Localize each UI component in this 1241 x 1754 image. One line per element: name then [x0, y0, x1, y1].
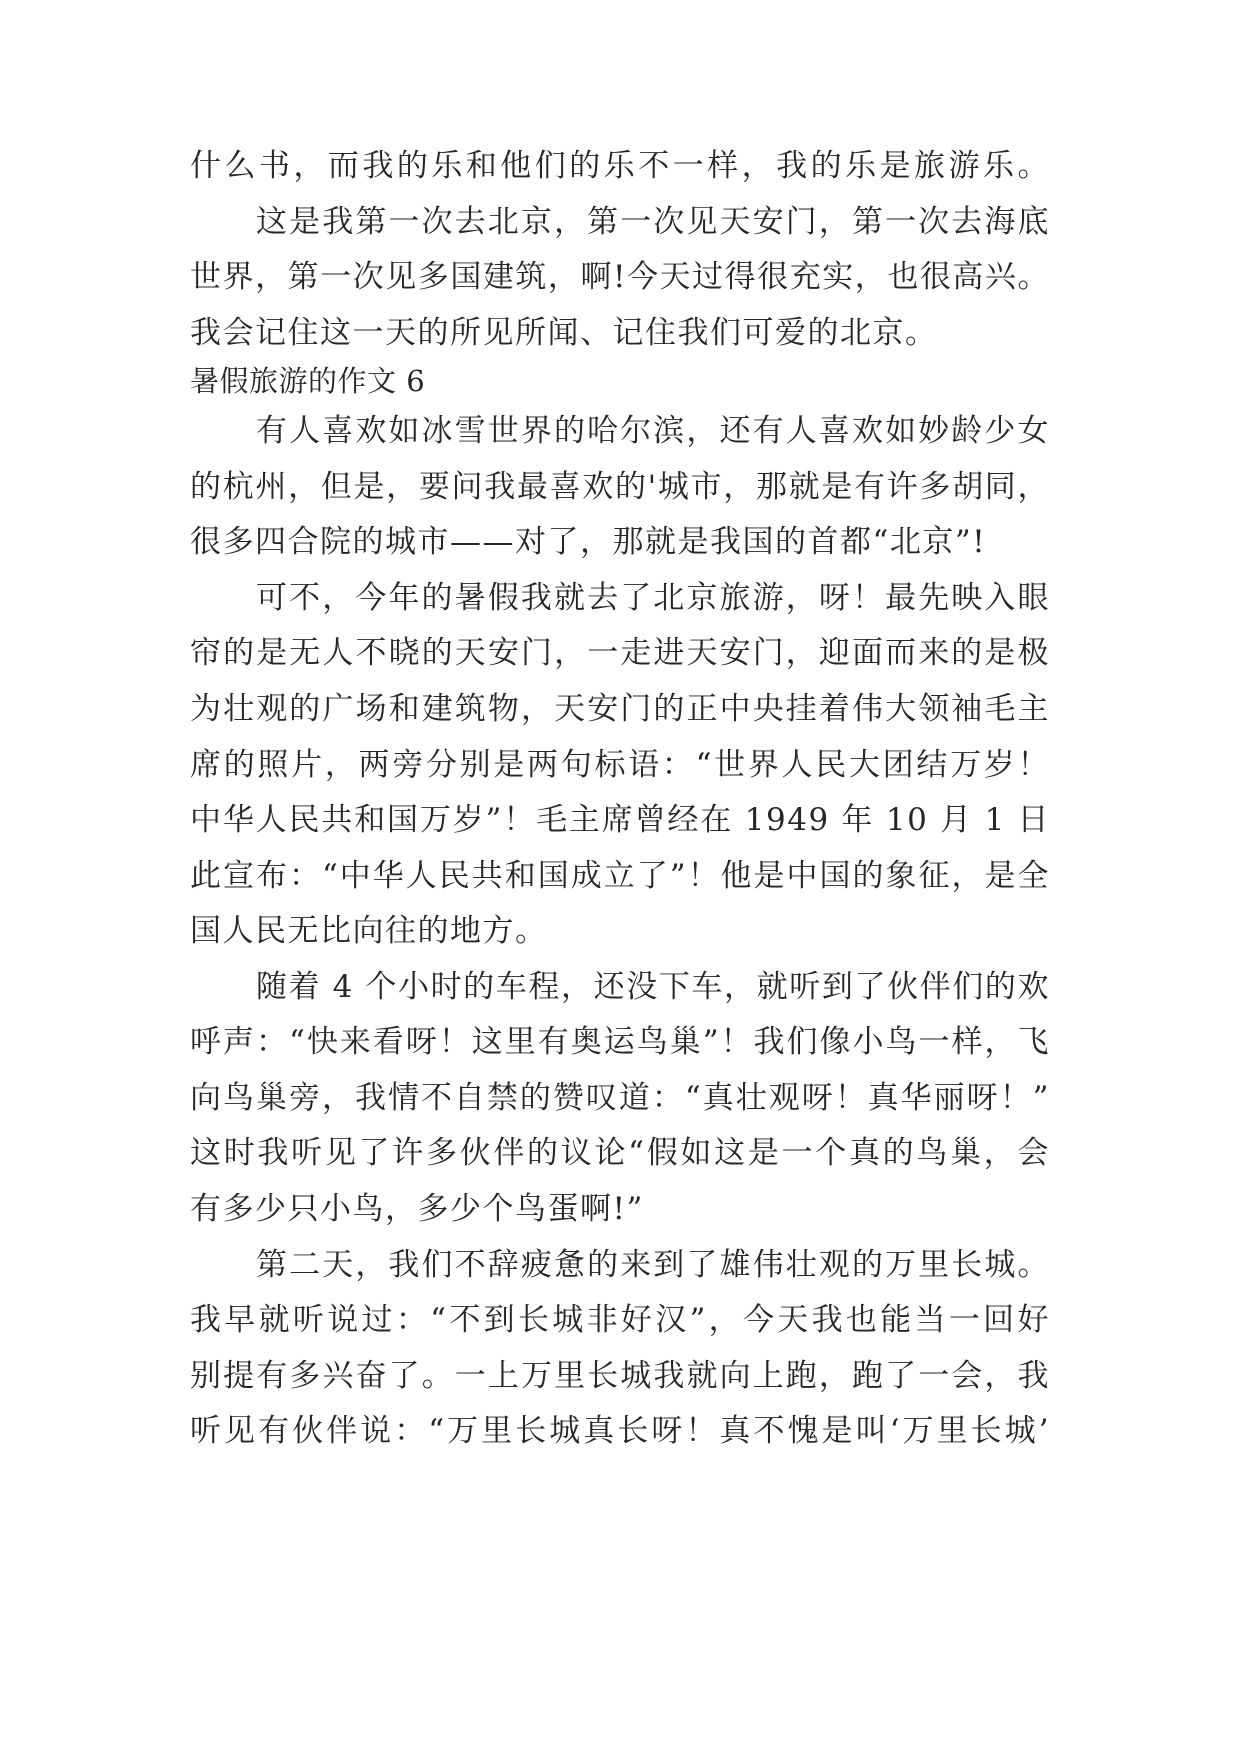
paragraph-line: 我会记住这一天的所见所闻、记住我们可爱的北京。 [190, 315, 938, 351]
paragraph-line: 第二天，我们不辞疲惫的来到了雄伟壮观的万里长城。 [256, 1247, 1050, 1283]
paragraph-line: 向鸟巢旁，我情不自禁的赞叹道：“真壮观呀！真华丽呀！” [190, 1080, 1050, 1116]
paragraph-line: 世界，第一次见多国建筑，啊!今天过得很充实，也很高兴。 [190, 259, 1050, 295]
paragraph-line: 我早就听说过：“不到长城非好汉”，今天我也能当一回好 [190, 1302, 1050, 1338]
paragraph-line: 有多少只小鸟，多少个鸟蛋啊!” [190, 1191, 644, 1227]
paragraph-line: 帘的是无人不晓的天安门，一走进天安门，迎面而来的是极 [190, 635, 1050, 671]
paragraph-line: 此宣布：“中华人民共和国成立了”！他是中国的象征，是全 [190, 858, 1050, 894]
paragraph-line: 听见有伙伴说：“万里长城真长呀！真不愧是叫‘万里长城’ [190, 1413, 1050, 1449]
paragraph-line: 的杭州，但是，要问我最喜欢的'城市，那就是有许多胡同， [190, 469, 1050, 505]
paragraph-line: 有人喜欢如冰雪世界的哈尔滨，还有人喜欢如妙龄少女 [256, 413, 1050, 449]
paragraph-line: 什么书，而我的乐和他们的乐不一样，我的乐是旅游乐。 [190, 148, 1050, 184]
paragraph-line: 国人民无比向往的地方。 [190, 913, 548, 949]
paragraph-line: 这时我听见了许多伙伴的议论“假如这是一个真的鸟巢，会 [190, 1135, 1050, 1171]
paragraph-line: 为壮观的广场和建筑物，天安门的正中央挂着伟大领袖毛主 [190, 691, 1050, 727]
section-title: 暑假旅游的作文 6 [190, 364, 426, 398]
paragraph-line: 呼声：“快来看呀！这里有奥运鸟巢”！我们像小鸟一样，飞 [190, 1024, 1050, 1060]
paragraph-line: 随着 4 个小时的车程，还没下车，就听到了伙伴们的欢 [256, 969, 1050, 1005]
paragraph-line: 别提有多兴奋了。一上万里长城我就向上跑，跑了一会，我 [190, 1358, 1050, 1394]
paragraph-line: 中华人民共和国万岁”！毛主席曾经在 1949 年 10 月 1 日 [190, 802, 1050, 838]
paragraph-line: 席的照片，两旁分别是两句标语：“世界人民大团结万岁！ [190, 747, 1050, 783]
paragraph-line: 可不，今年的暑假我就去了北京旅游，呀！最先映入眼 [256, 580, 1050, 616]
paragraph-line: 这是我第一次去北京，第一次见天安门，第一次去海底 [256, 204, 1050, 240]
paragraph-line: 很多四合院的城市——对了，那就是我国的首都“北京”! [190, 524, 987, 560]
